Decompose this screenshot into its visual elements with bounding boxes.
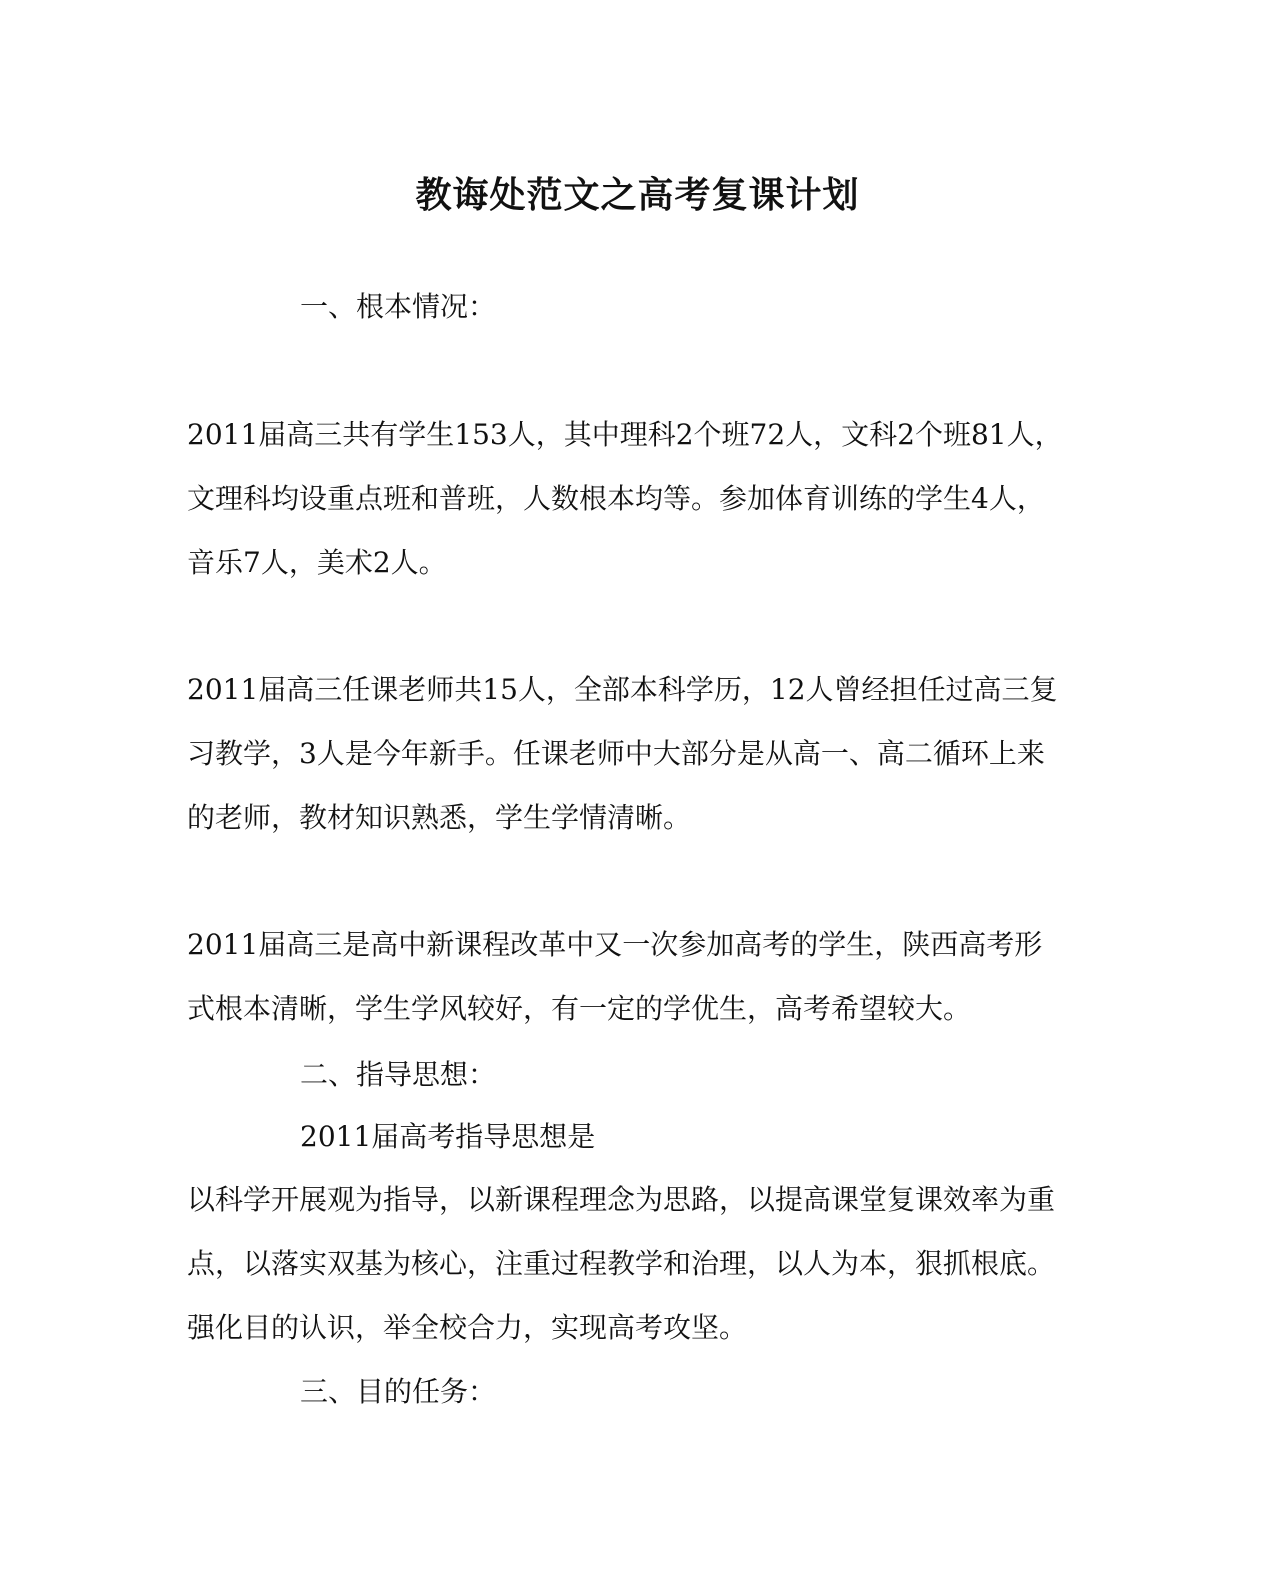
paragraph-guiding-thought: 以科学开展观为指导，以新课程理念为思路，以提高课堂复课效率为重点，以落实双基为核心，注重过程教学和治理，以人为本，狠抓根底。强化目的认识，举全校合力，实现高考攻坚。 [187,1183,1056,1344]
section-heading-goals-tasks: 三、目的任务： [300,1375,497,1408]
document-title: 教诲处范文之高考复课计划 [415,174,860,216]
paragraph-teachers: 2011届高三任课老师共15人，全部本科学历，12人曾经担任过高三复习教学，3人是今年新手。任课老师中大部分是从高一、高二循环上来的老师，教材知识熟悉，学生学情清晰。 [187,673,1058,834]
paragraph-students: 2011届高三共有学生153人，其中理科2个班72人，文科2个班81人，文理科均设重点班和普班，人数根本均等。参加体育训练的学生4人，音乐7人，美术2人。 [187,418,1063,579]
paragraph-outlook: 2011届高三是高中新课程改革中又一次参加高考的学生，陕西高考形式根本清晰，学生学风较好，有一定的学优生，高考希望较大。 [187,928,1043,1025]
section-heading-guiding-thought: 二、指导思想： [300,1058,497,1091]
section-heading-basic-situation: 一、根本情况： [300,290,497,323]
guiding-thought-lead: 2011届高考指导思想是 [300,1120,596,1153]
